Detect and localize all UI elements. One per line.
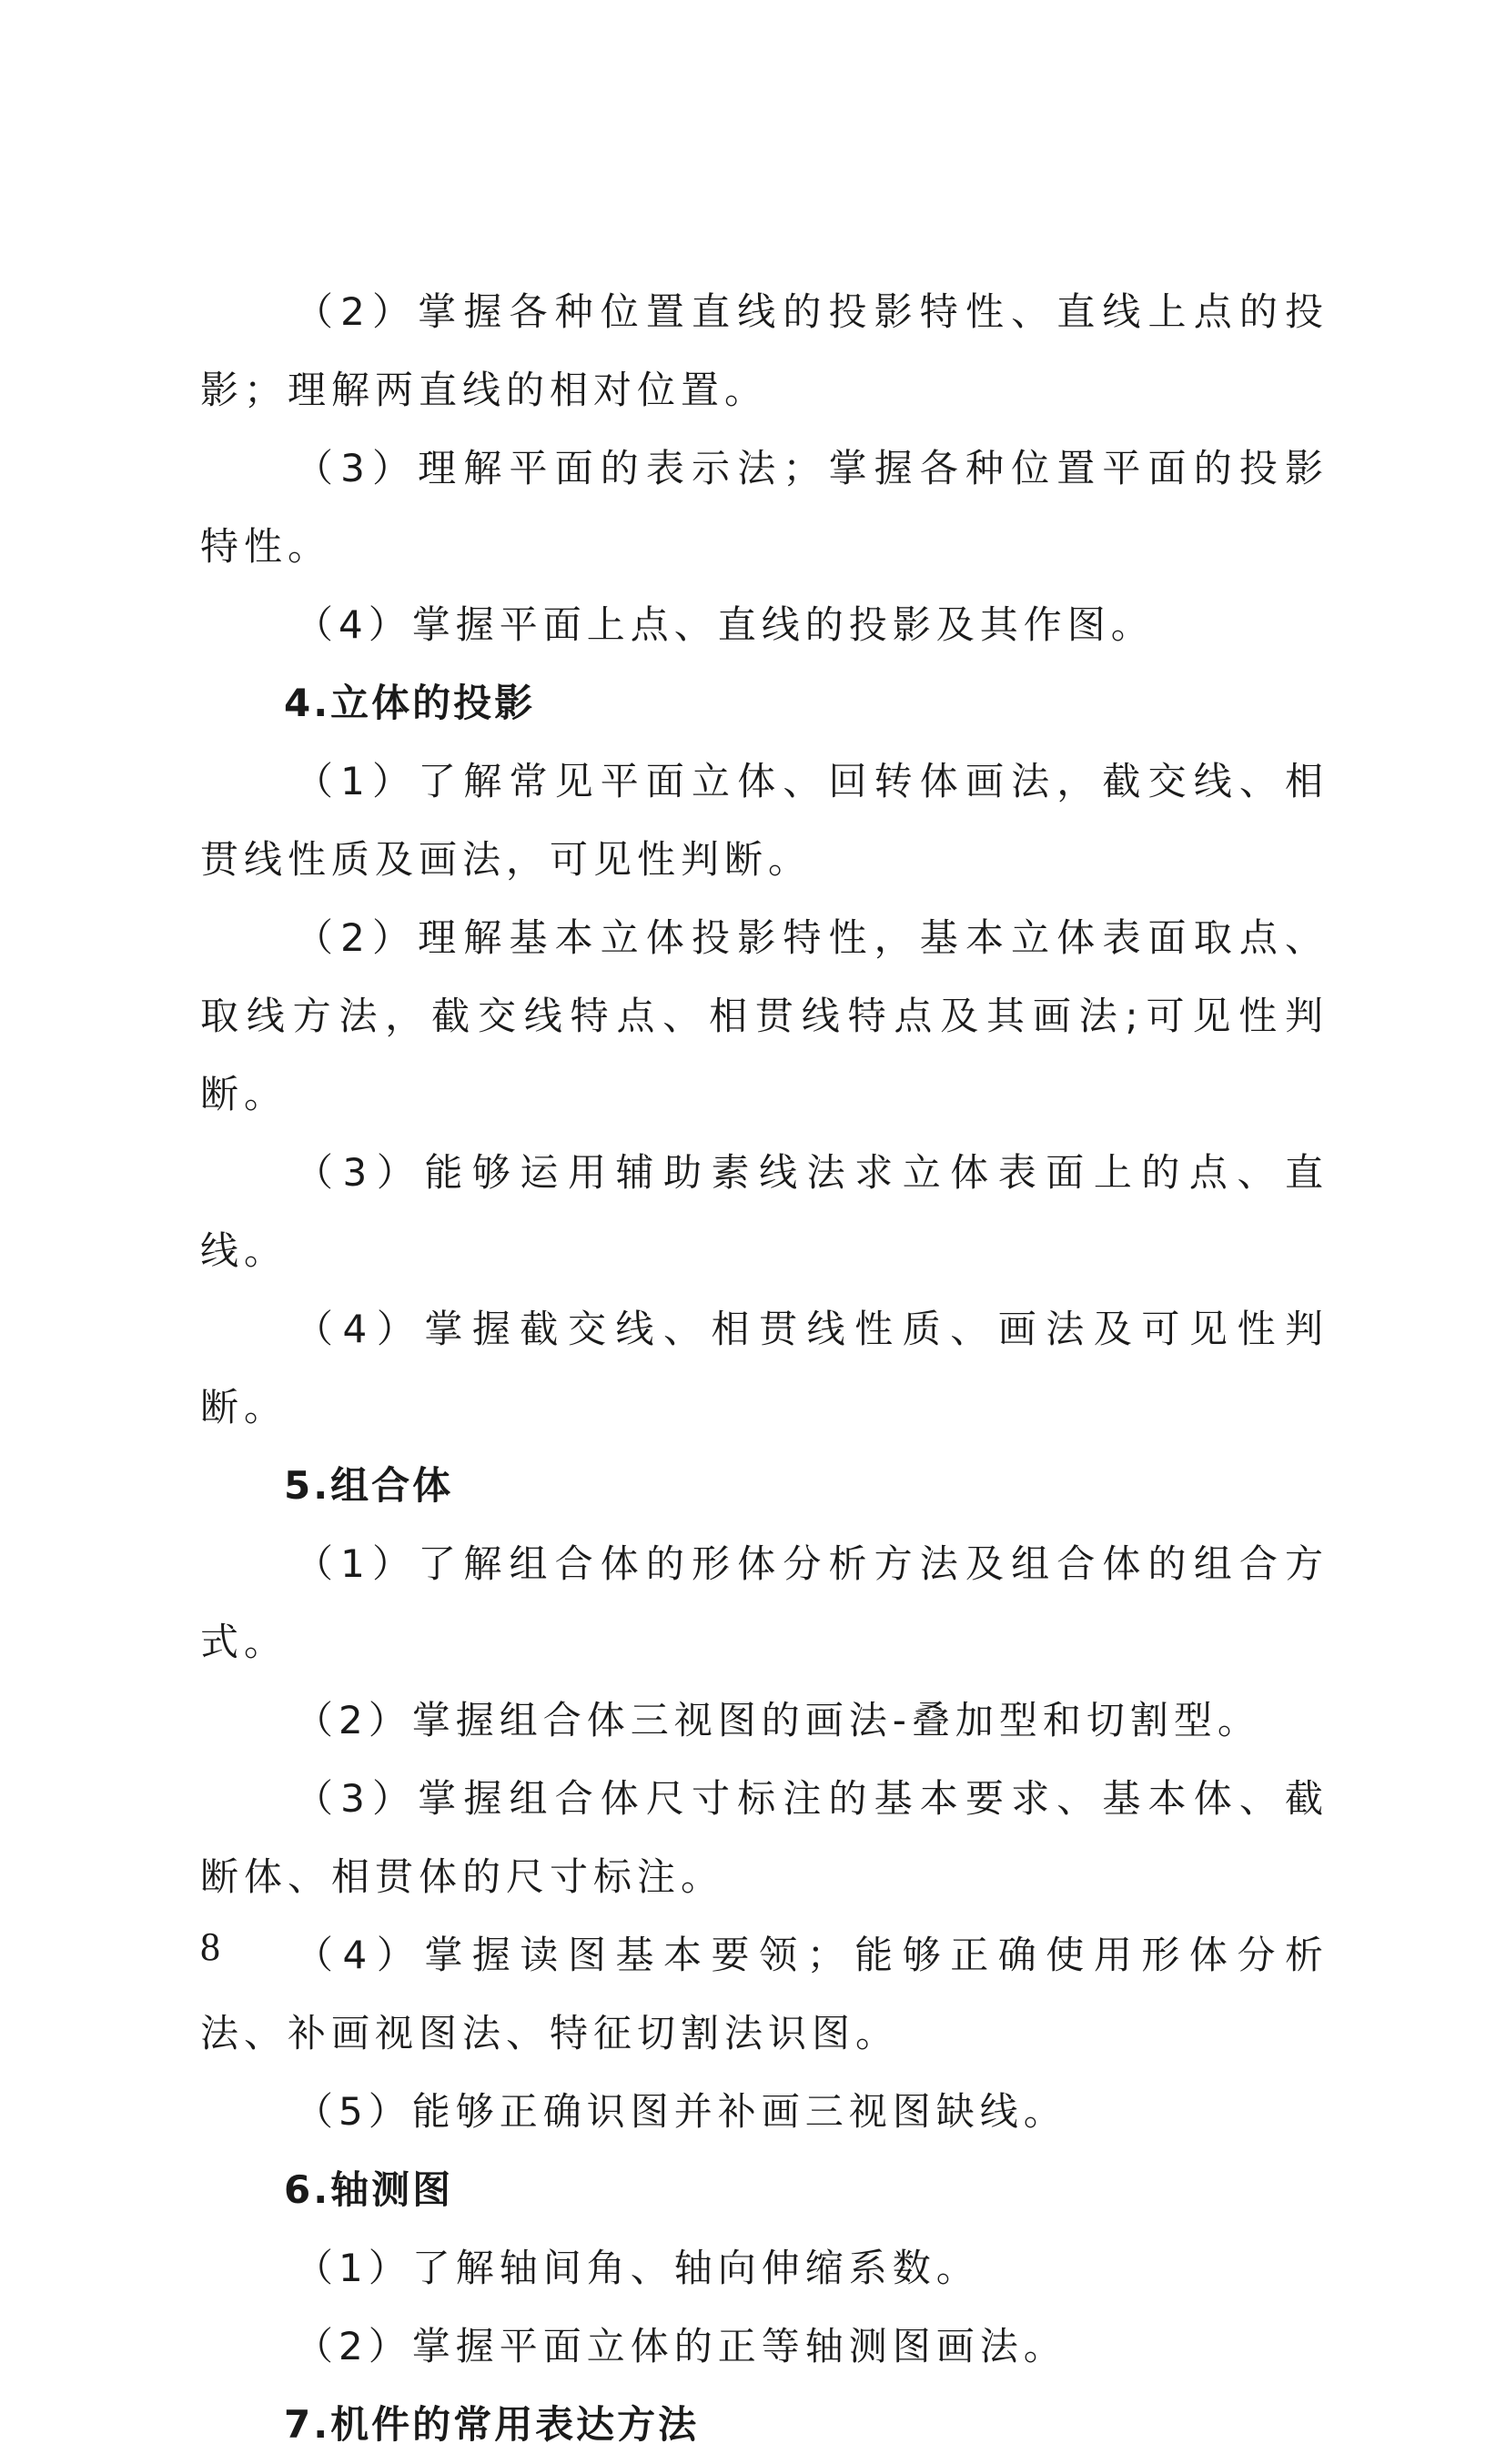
paragraph-composite-1: （1）了解组合体的形体分析方法及组合体的组合方式。	[200, 1541, 1329, 1664]
paragraph-axonometric-2: （2）掌握平面立体的正等轴测图画法。	[295, 2324, 1067, 2368]
section-heading-axonometric: 6.轴测图	[284, 2167, 454, 2212]
paragraph-solid-4: （4）掌握截交线、相贯线性质、画法及可见性判断。	[200, 1307, 1329, 1429]
paragraph-solid-3: （3）能够运用辅助素线法求立体表面上的点、直线。	[200, 1150, 1329, 1273]
page-number: 8	[200, 1924, 220, 1969]
paragraph-points-lines-on-plane: （4）掌握平面上点、直线的投影及其作图。	[295, 602, 1155, 647]
document-body	[200, 273, 1329, 2464]
paragraph-composite-5: （5）能够正确识图并补画三视图缺线。	[295, 2089, 1067, 2134]
section-heading-solid-projection: 4.立体的投影	[284, 681, 536, 725]
paragraph-composite-3: （3）掌握组合体尺寸标注的基本要求、基本体、截断体、相贯体的尺寸标注。	[200, 1776, 1329, 1899]
section-heading-expression-methods: 7.机件的常用表达方法	[284, 2402, 700, 2447]
paragraph-composite-2: （2）掌握组合体三视图的画法-叠加型和切割型。	[295, 1698, 1261, 1742]
paragraph-axonometric-1: （1）了解轴间角、轴向伸缩系数。	[295, 2246, 980, 2290]
paragraph-composite-4: （4）掌握读图基本要领；能够正确使用形体分析法、补画视图法、特征切割法识图。	[200, 1933, 1329, 2055]
paragraph-solid-1: （1）了解常见平面立体、回转体画法，截交线、相贯线性质及画法，可见性判断。	[200, 759, 1329, 882]
paragraph-line-projection: （2）掌握各种位置直线的投影特性、直线上点的投影；理解两直线的相对位置。	[200, 289, 1329, 412]
paragraph-solid-2: （2）理解基本立体投影特性，基本立体表面取点、取线方法，截交线特点、相贯线特点及其画法;可见性判断。	[200, 915, 1329, 1116]
section-heading-composite-body: 5.组合体	[284, 1463, 454, 1508]
paragraph-plane-representation: （3）理解平面的表示法；掌握各种位置平面的投影特性。	[200, 446, 1329, 569]
